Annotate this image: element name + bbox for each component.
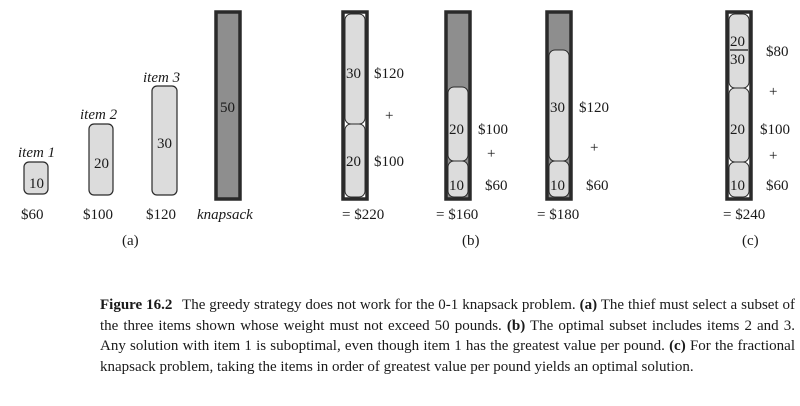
item-3-weight: 30 <box>157 136 172 152</box>
item-2-label: item 2 <box>80 107 118 123</box>
solution-b1-total: = $220 <box>342 207 385 223</box>
solution-b3 <box>537 12 609 223</box>
solution-b1-value-1: $120 <box>374 66 404 82</box>
solution-c-value-3: $60 <box>766 178 789 194</box>
solution-b1-weight-1: 30 <box>346 66 361 82</box>
solution-b3-weight-1: 30 <box>550 100 565 116</box>
solution-b3-value-1: $120 <box>579 100 609 116</box>
item-3-value: $120 <box>146 207 176 223</box>
caption-a-text: The thief must select a subset of the three items shown whose weight must not exceed 50 pounds. <box>100 297 796 334</box>
solution-b2 <box>436 12 508 223</box>
caption-c-tag: (c) <box>669 338 686 354</box>
caption-b-tag: (b) <box>506 317 526 334</box>
solution-c-total: = $240 <box>723 207 766 223</box>
solution-b2-total: = $160 <box>436 207 479 223</box>
item-1-weight: 10 <box>29 176 44 192</box>
solution-b2-value-1: $100 <box>478 122 508 138</box>
solution-c-value-2: $100 <box>760 122 790 138</box>
item-2-weight: 20 <box>94 156 109 172</box>
item-1-value: $60 <box>21 207 44 223</box>
solution-b1-value-2: $100 <box>374 154 404 170</box>
solution-c-frac-den: 30 <box>730 52 745 68</box>
panel-c-label: (c) <box>742 233 759 249</box>
item-1-label: item 1 <box>18 145 56 161</box>
solution-c-plus-2: + <box>769 148 778 164</box>
solution-c-plus-1: + <box>769 84 778 100</box>
panel-b <box>342 12 609 249</box>
caption-a-tag: (a) <box>579 297 598 313</box>
solution-c-weight-3: 10 <box>730 178 745 194</box>
solution-b1-weight-2: 20 <box>346 154 361 170</box>
solution-c-value-1: $80 <box>766 44 789 60</box>
panel-a <box>18 12 253 249</box>
solution-b2-weight-2: 10 <box>449 178 464 194</box>
item-3-label: item 3 <box>143 70 181 86</box>
solution-b2-plus: + <box>487 146 496 162</box>
figure-caption <box>100 295 795 377</box>
knapsack-label: knapsack <box>197 207 253 223</box>
caption-intro: The greedy strategy does not work for the 0-1 knapsack problem. <box>182 297 576 313</box>
solution-b3-plus: + <box>590 140 599 156</box>
panel-b-label: (b) <box>462 233 480 249</box>
caption-b-text: The optimal subset includes items 2 and 3. Any solution with item 1 is suboptimal, even though item 1 has the greatest value per pound. <box>100 317 795 354</box>
knapsack-capacity: 50 <box>220 100 235 116</box>
solution-c-weight-2: 20 <box>730 122 745 138</box>
solution-b3-total: = $180 <box>537 207 580 223</box>
solution-b3-value-2: $60 <box>586 178 609 194</box>
caption-figure-label: Figure 16.2 <box>100 297 173 313</box>
solution-b2-weight-1: 20 <box>449 122 464 138</box>
solution-b1-plus: + <box>385 108 394 124</box>
solution-b3-weight-2: 10 <box>550 178 565 194</box>
solution-b2-value-2: $60 <box>485 178 508 194</box>
item-2-value: $100 <box>83 207 113 223</box>
panel-c <box>723 12 790 249</box>
caption-c-text: For the fractional knapsack problem, taking the items in order of greatest value per pound yields an optimal solution. <box>100 338 795 375</box>
solution-c-piece-fraction <box>729 14 749 88</box>
solution-b1 <box>342 12 404 223</box>
solution-c-frac-num: 20 <box>730 34 745 50</box>
panel-a-label: (a) <box>122 233 139 249</box>
